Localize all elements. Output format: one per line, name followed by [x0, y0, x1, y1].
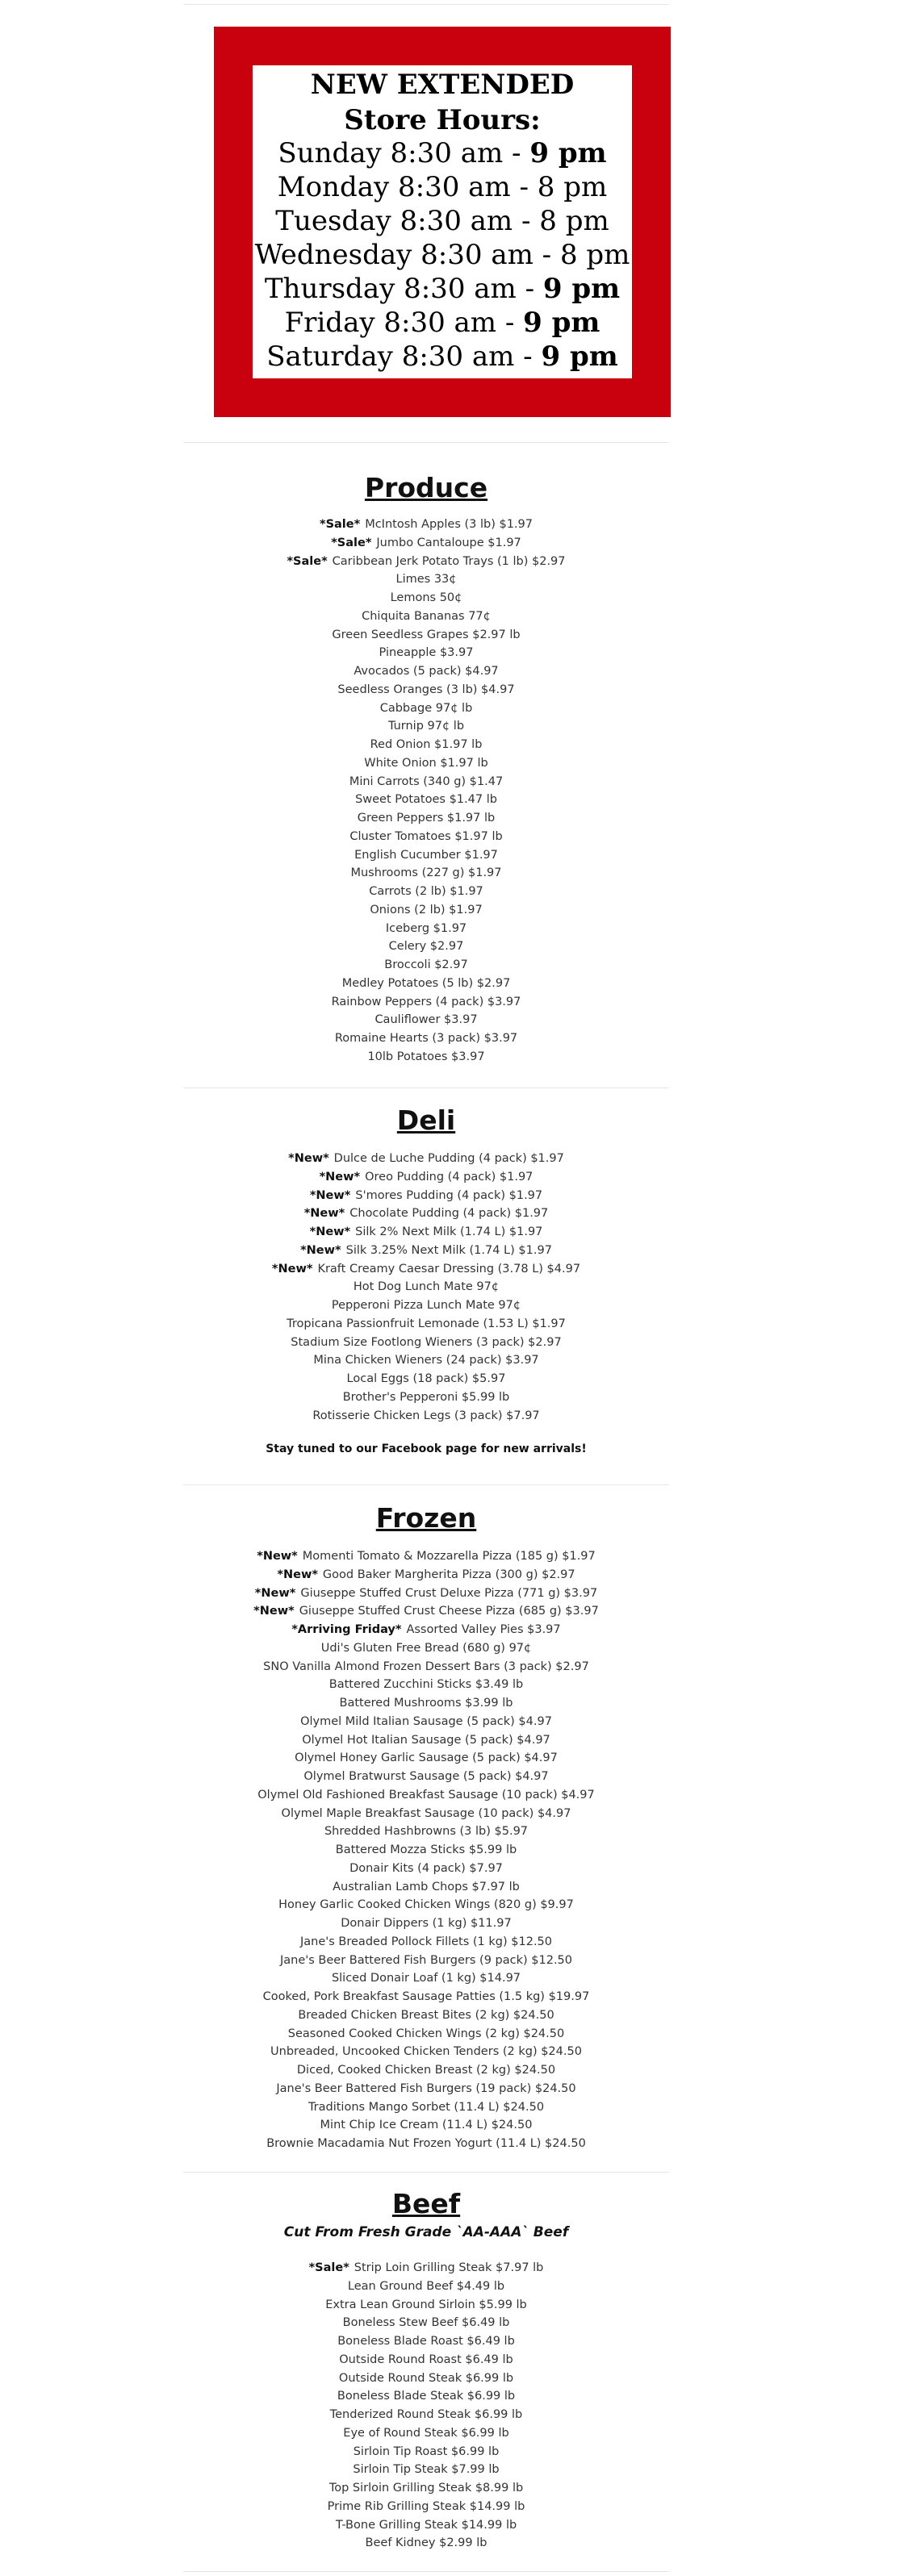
list-item	[183, 1988, 669, 2006]
item-text: Giuseppe Stuffed Crust Deluxe Pizza (771 g) $3.97	[300, 1586, 598, 1600]
list-item	[183, 1602, 669, 1621]
item-text: McIntosh Apples (3 lb) $1.97	[365, 518, 533, 531]
item-text: Lemons 50¢	[390, 591, 462, 604]
list-item	[183, 1860, 669, 1878]
item-text: Hot Dog Lunch Mate 97¢	[353, 1280, 500, 1294]
item-text: Tenderized Round Steak $6.99 lb	[329, 2408, 523, 2421]
list-item	[183, 2387, 669, 2406]
item-tag: *Sale*	[331, 536, 372, 549]
list-item	[183, 717, 669, 736]
list-item	[183, 1407, 669, 1426]
item-text: Olymel Bratwurst Sausage (5 pack) $4.97	[303, 1770, 549, 1783]
list-item	[183, 1731, 669, 1750]
item-text: Oreo Pudding (4 pack) $1.97	[365, 1170, 534, 1184]
item-text: Mint Chip Ice Cream (11.4 L) $24.50	[320, 2119, 533, 2132]
item-text: Olymel Mild Italian Sausage (5 pack) $4.97	[300, 1714, 552, 1728]
list-item	[183, 1242, 669, 1260]
item-text: Eye of Round Steak $6.99 lb	[343, 2426, 509, 2440]
list-item	[183, 2135, 669, 2153]
deli-section	[183, 1103, 669, 1455]
list-item	[183, 2296, 669, 2315]
item-text: Local Eggs (18 pack) $5.97	[346, 1372, 506, 1385]
hours-close-time: 9 pm	[529, 137, 607, 169]
item-text: Outside Round Roast $6.49 lb	[339, 2353, 513, 2366]
list-item	[183, 2043, 669, 2061]
list-item	[183, 1841, 669, 1860]
item-tag: *New*	[300, 1243, 341, 1257]
produce-section	[183, 470, 669, 1067]
item-text: Shredded Hashbrowns (3 lb) $5.97	[324, 1825, 529, 1839]
item-text: Good Baker Margherita Pizza (300 g) $2.97	[322, 1568, 575, 1581]
hours-line	[253, 238, 632, 272]
item-text: Pepperoni Pizza Lunch Mate 97¢	[331, 1299, 521, 1312]
item-text: Beef Kidney $2.99 lb	[365, 2536, 487, 2550]
item-text: Top Sirloin Grilling Steak $8.99 lb	[328, 2482, 524, 2495]
list-item	[183, 1878, 669, 1897]
list-item	[183, 2424, 669, 2443]
item-text: Iceberg $1.97	[385, 921, 467, 935]
list-item	[183, 2516, 669, 2535]
item-text: Seasoned Cooked Chicken Wings (2 kg) $24.50	[287, 2027, 565, 2040]
item-text: Jumbo Cantaloupe $1.97	[376, 536, 521, 549]
item-text: Kraft Creamy Caesar Dressing (3.78 L) $4.97	[317, 1262, 581, 1275]
hours-line	[253, 136, 632, 170]
list-item	[183, 1805, 669, 1823]
hours-line	[253, 272, 632, 306]
list-item	[183, 864, 669, 883]
list-item	[183, 1334, 669, 1352]
item-tag: *New*	[257, 1550, 298, 1563]
hours-day-text: Friday 8:30 am -	[284, 307, 524, 339]
hours-close-time: 8 pm	[539, 205, 609, 237]
item-text: Cluster Tomatoes $1.97 lb	[349, 829, 503, 843]
item-text: Extra Lean Ground Sirloin $5.99 lb	[325, 2298, 527, 2311]
hours-line	[253, 204, 632, 238]
item-text: 10lb Potatoes $3.97	[367, 1050, 485, 1063]
hours-day-text: Saturday 8:30 am -	[266, 340, 542, 373]
item-tag: *Sale*	[287, 554, 328, 568]
hours-line	[253, 340, 632, 374]
item-text: Carrots (2 lb) $1.97	[369, 885, 483, 898]
list-item	[183, 1749, 669, 1768]
list-item	[183, 516, 669, 534]
list-item	[183, 791, 669, 809]
beef-section	[183, 2186, 669, 2553]
list-item	[183, 1896, 669, 1914]
list-item	[183, 1952, 669, 1970]
deli-title: Deli	[396, 1104, 456, 1136]
frozen-list	[183, 1547, 669, 2153]
item-text: Australian Lamb Chops $7.97 lb	[333, 1880, 520, 1893]
item-text: Caribbean Jerk Potato Trays (1 lb) $2.97	[332, 554, 566, 568]
list-item	[183, 570, 669, 589]
list-item	[183, 1621, 669, 1639]
hours-close-time: 9 pm	[523, 307, 600, 339]
beef-subtitle: Cut From Fresh Grade `AA-AAA` Beef	[283, 2224, 569, 2240]
list-item	[183, 2479, 669, 2498]
item-text: Green Peppers $1.97 lb	[357, 812, 496, 825]
list-item	[183, 1048, 669, 1067]
item-text: Olymel Old Fashioned Breakfast Sausage (10 pack) $4.97	[257, 1788, 595, 1802]
list-item	[183, 626, 669, 645]
list-item	[183, 1676, 669, 1694]
list-item	[183, 956, 669, 975]
list-item	[183, 2025, 669, 2044]
item-text: Avocados (5 pack) $4.97	[354, 665, 499, 678]
list-item	[183, 1388, 669, 1407]
item-text: S'mores Pudding (4 pack) $1.97	[355, 1188, 543, 1202]
list-item	[183, 681, 669, 699]
list-item	[183, 2369, 669, 2388]
item-text: Boneless Blade Roast $6.49 lb	[337, 2335, 515, 2348]
list-item	[183, 2259, 669, 2277]
list-item	[183, 1351, 669, 1370]
list-item	[183, 1150, 669, 1168]
item-text: Tropicana Passionfruit Lemonade (1.53 L) $1.97	[287, 1317, 566, 1330]
item-tag: *Sale*	[319, 518, 361, 531]
item-text: Silk 2% Next Milk (1.74 L) $1.97	[355, 1225, 543, 1238]
list-item	[183, 1223, 669, 1242]
produce-title: Produce	[364, 472, 488, 503]
hours-day-text: Monday 8:30 am -	[277, 171, 538, 203]
deli-list	[183, 1150, 669, 1425]
item-text: Green Seedless Grapes $2.97 lb	[332, 628, 521, 641]
hours-line	[253, 306, 632, 340]
list-item	[183, 846, 669, 865]
item-text: Donair Kits (4 pack) $7.97	[349, 1861, 503, 1875]
item-text: Cooked, Pork Breakfast Sausage Patties (1.5 kg) $19.97	[262, 1990, 590, 2003]
item-text: Dulce de Luche Pudding (4 pack) $1.97	[333, 1152, 564, 1165]
bottom-divider	[183, 2571, 669, 2572]
item-text: Mina Chicken Wieners (24 pack) $3.97	[313, 1354, 539, 1367]
item-text: Jane's Beer Battered Fish Burgers (9 pack) $12.50	[280, 1953, 572, 1967]
item-tag: *New*	[309, 1188, 351, 1202]
list-item	[183, 809, 669, 828]
list-item	[183, 2351, 669, 2369]
list-item	[183, 1933, 669, 1952]
list-item	[183, 1768, 669, 1786]
item-tag: *New*	[277, 1568, 318, 1581]
hours-title-line1: NEW EXTENDED	[310, 69, 575, 101]
item-text: Battered Mushrooms $3.99 lb	[339, 1697, 513, 1710]
item-text: Olymel Maple Breakfast Sausage (10 pack) $4.97	[281, 1806, 571, 1820]
item-text: Brother's Pepperoni $5.99 lb	[342, 1390, 510, 1404]
item-text: Cauliflower $3.97	[374, 1013, 478, 1027]
item-text: Chiquita Bananas 77¢	[362, 609, 491, 623]
item-text: Diced, Cooked Chicken Breast (2 kg) $24.50	[296, 2064, 556, 2077]
list-item	[183, 920, 669, 938]
item-text: Lean Ground Beef $4.49 lb	[347, 2279, 505, 2293]
list-item	[183, 1694, 669, 1713]
hours-title-line2: Store Hours:	[344, 104, 541, 136]
item-text: T-Bone Grilling Steak $14.99 lb	[335, 2518, 517, 2532]
list-item	[183, 1278, 669, 1296]
item-text: Boneless Blade Steak $6.99 lb	[337, 2390, 516, 2403]
item-text: Boneless Stew Beef $6.49 lb	[342, 2316, 510, 2330]
item-tag: *New*	[254, 1586, 296, 1600]
list-item	[183, 2498, 669, 2516]
store-hours-panel	[253, 65, 632, 378]
list-item	[183, 1584, 669, 1603]
list-item	[183, 2116, 669, 2135]
hours-close-time: 8 pm	[537, 171, 608, 203]
item-text: SNO Vanilla Almond Frozen Dessert Bars (3 pack) $2.97	[263, 1660, 589, 1673]
list-item	[183, 607, 669, 626]
item-text: Battered Mozza Sticks $5.99 lb	[335, 1843, 517, 1856]
item-text: Pineapple $3.97	[379, 646, 474, 660]
item-text: Sirloin Tip Steak $7.99 lb	[353, 2463, 500, 2477]
list-item	[183, 644, 669, 662]
list-item	[183, 1029, 669, 1048]
hours-close-time: 9 pm	[542, 273, 621, 305]
frozen-title: Frozen	[375, 1502, 477, 1534]
list-item	[183, 1370, 669, 1388]
item-text: Celery $2.97	[388, 940, 464, 954]
divider-deli	[183, 1484, 669, 1485]
list-item	[183, 2277, 669, 2296]
list-item	[183, 2534, 669, 2553]
list-item	[183, 1260, 669, 1279]
item-text: Jane's Breaded Pollock Fillets (1 kg) $12.50	[300, 1935, 552, 1948]
item-text: Olymel Hot Italian Sausage (5 pack) $4.97	[302, 1733, 550, 1747]
item-text: Romaine Hearts (3 pack) $3.97	[334, 1032, 518, 1045]
item-text: Mini Carrots (340 g) $1.47	[349, 774, 504, 788]
list-item	[183, 553, 669, 571]
list-item	[183, 883, 669, 901]
list-item	[183, 2080, 669, 2098]
list-item	[183, 773, 669, 791]
list-item	[183, 589, 669, 607]
hours-line	[253, 170, 632, 204]
item-text: Sliced Donair Loaf (1 kg) $14.97	[331, 1972, 521, 1985]
item-text: Rotisserie Chicken Legs (3 pack) $7.97	[312, 1409, 540, 1422]
item-text: Donair Dippers (1 kg) $11.97	[341, 1917, 512, 1930]
item-text: Prime Rib Grilling Steak $14.99 lb	[327, 2499, 525, 2513]
list-item	[183, 1822, 669, 1841]
item-text: Sweet Potatoes $1.47 lb	[355, 793, 497, 807]
hours-day-list	[253, 136, 632, 374]
item-tag: *New*	[253, 1605, 295, 1618]
list-item	[183, 1187, 669, 1205]
list-item	[183, 2314, 669, 2332]
hours-day-text: Thursday 8:30 am -	[264, 273, 543, 305]
list-item	[183, 1658, 669, 1676]
item-text: Honey Garlic Cooked Chicken Wings (820 g) $9.97	[278, 1898, 574, 1912]
item-text: Battered Zucchini Sticks $3.49 lb	[328, 1678, 524, 1692]
list-item	[183, 993, 669, 1012]
item-text: Mushrooms (227 g) $1.97	[350, 866, 502, 880]
item-text: Silk 3.25% Next Milk (1.74 L) $1.97	[345, 1243, 552, 1257]
list-item	[183, 1315, 669, 1334]
list-item	[183, 828, 669, 846]
item-tag: *New*	[288, 1152, 329, 1165]
list-item	[183, 662, 669, 681]
item-tag: *New*	[309, 1225, 351, 1238]
list-item	[183, 1011, 669, 1029]
list-item	[183, 754, 669, 773]
hours-day-text: Tuesday 8:30 am -	[275, 205, 540, 237]
item-text: Sirloin Tip Roast $6.99 lb	[353, 2444, 500, 2458]
hours-day-text: Sunday 8:30 am -	[278, 137, 530, 169]
item-text: Cabbage 97¢ lb	[379, 701, 473, 715]
item-text: Red Onion $1.97 lb	[370, 738, 483, 751]
divider-frozen	[183, 2172, 669, 2173]
list-item	[183, 1296, 669, 1315]
item-tag: *New*	[303, 1207, 345, 1221]
list-item	[183, 2006, 669, 2025]
item-text: Momenti Tomato & Mozzarella Pizza (185 g) $1.97	[302, 1550, 596, 1563]
beef-list	[183, 2259, 669, 2553]
item-text: Onions (2 lb) $1.97	[370, 903, 483, 916]
list-item	[183, 2461, 669, 2479]
item-tag: *New*	[319, 1170, 361, 1184]
store-hours-banner	[214, 27, 671, 417]
item-text: Strip Loin Grilling Steak $7.97 lb	[354, 2261, 544, 2274]
item-text: Traditions Mango Sorbet (11.4 L) $24.50	[308, 2100, 545, 2114]
frozen-section	[183, 1501, 669, 2153]
item-text: Olymel Honey Garlic Sausage (5 pack) $4.97	[295, 1751, 558, 1765]
item-text: Udi's Gluten Free Bread (680 g) 97¢	[320, 1641, 532, 1655]
list-item	[183, 1168, 669, 1187]
item-text: Brownie Macadamia Nut Frozen Yogurt (11.4 L) $24.50	[266, 2137, 586, 2150]
list-item	[183, 2443, 669, 2461]
list-item	[183, 1204, 669, 1223]
item-text: Limes 33¢	[395, 573, 457, 587]
list-item	[183, 2332, 669, 2351]
item-text: Seedless Oranges (3 lb) $4.97	[337, 683, 515, 696]
item-text: Assorted Valley Pies $3.97	[406, 1623, 561, 1636]
item-text: Breaded Chicken Breast Bites (2 kg) $24.50	[298, 2008, 554, 2022]
list-item	[183, 2061, 669, 2080]
list-item	[183, 699, 669, 718]
item-text: Outside Round Steak $6.99 lb	[338, 2371, 514, 2385]
list-item	[183, 1547, 669, 1566]
item-text: Stadium Size Footlong Wieners (3 pack) $2.97	[291, 1335, 562, 1349]
list-item	[183, 1713, 669, 1731]
item-text: Giuseppe Stuffed Crust Cheese Pizza (685 g) $3.97	[299, 1605, 599, 1618]
hours-close-time: 9 pm	[541, 340, 618, 373]
list-item	[183, 1566, 669, 1584]
hours-close-time: 8 pm	[559, 239, 630, 271]
list-item	[183, 2406, 669, 2424]
item-text: Unbreaded, Uncooked Chicken Tenders (2 kg) $24.50	[270, 2045, 582, 2059]
list-item	[183, 901, 669, 920]
produce-list	[183, 516, 669, 1067]
hours-day-text: Wednesday 8:30 am -	[254, 239, 560, 271]
item-text: Broccoli $2.97	[384, 958, 468, 971]
item-text: Rainbow Peppers (4 pack) $3.97	[331, 995, 521, 1008]
list-item	[183, 736, 669, 754]
list-item	[183, 534, 669, 553]
divider-hours	[183, 442, 669, 443]
list-item	[183, 1786, 669, 1805]
facebook-note: Stay tuned to our Facebook page for new arrivals!	[266, 1442, 587, 1456]
list-item	[183, 975, 669, 993]
item-tag: *Sale*	[308, 2261, 349, 2274]
item-text: Medley Potatoes (5 lb) $2.97	[341, 976, 511, 990]
beef-title: Beef	[391, 2188, 461, 2219]
item-tag: *New*	[271, 1262, 313, 1275]
list-item	[183, 2098, 669, 2117]
item-text: English Cucumber $1.97	[354, 848, 498, 862]
list-item	[183, 937, 669, 956]
item-text: Jane's Beer Battered Fish Burgers (19 pack) $24.50	[276, 2081, 576, 2095]
item-tag: *Arriving Friday*	[291, 1623, 402, 1636]
item-text: Turnip 97¢ lb	[387, 720, 465, 733]
list-item	[183, 1969, 669, 1988]
list-item	[183, 1914, 669, 1933]
item-text: Chocolate Pudding (4 pack) $1.97	[349, 1207, 549, 1221]
top-divider	[183, 4, 669, 5]
list-item	[183, 1639, 669, 1658]
item-text: White Onion $1.97 lb	[364, 756, 488, 770]
